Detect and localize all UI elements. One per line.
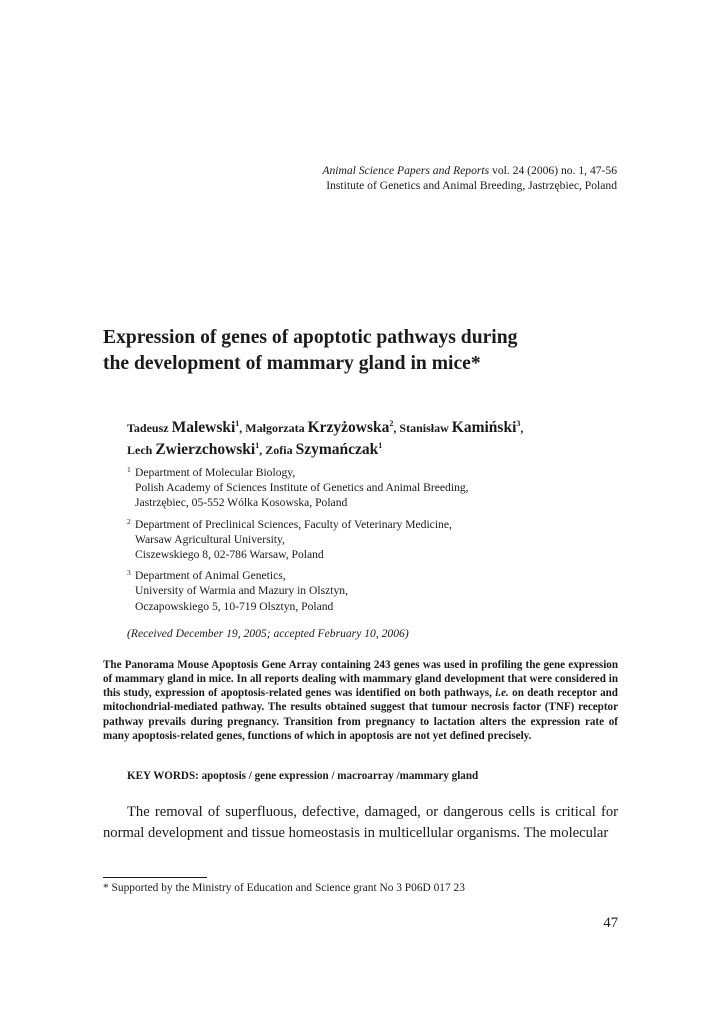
affiliation-number: 1 xyxy=(127,465,131,474)
author: Lech Zwierzchowski$^1$, xyxy=(127,441,266,458)
author: Zofia Szymańczak$^1$ xyxy=(265,441,383,458)
journal-name: Animal Science Papers and Reports xyxy=(322,164,490,177)
footnote: * Supported by the Ministry of Education and Science grant No 3 P06D 017 23 xyxy=(103,882,465,894)
author: Tadeusz Malewski$^1$, xyxy=(127,419,246,436)
page-number: 47 xyxy=(603,915,618,931)
journal-volume: vol. 24 (2006) no. 1, 47-56 xyxy=(489,164,617,177)
article-title xyxy=(103,325,623,377)
title-line-2: the development of mammary gland in mice* xyxy=(103,353,481,374)
journal-citation xyxy=(322,163,617,178)
title-line-1: Expression of genes of apoptotic pathways during xyxy=(103,327,518,348)
keywords: KEY WORDS: apoptosis / gene expression / macroarray /mammary gland xyxy=(127,770,479,782)
affiliation: 1 Department of Molecular Biology, Polish Academy of Sciences Institute of Genetics and Animal Breeding, Jastrzębiec, 05-552 Wólka Kosowska, Poland xyxy=(127,465,607,511)
author: Małgorzata Krzyżowska$^2$, xyxy=(245,419,400,436)
affiliation: 2 Department of Preclinical Sciences, Faculty of Veterinary Medicine, Warsaw Agricultural University, Ciszewskiego 8, 02-786 Warsaw, Poland xyxy=(127,517,607,563)
affiliation-number: 2 xyxy=(127,516,131,526)
abstract: The Panorama Mouse Apoptosis Gene Array containing 243 genes was used in profiling the gene expression of mammary gland in mice. In all reports dealing with mammary gland development that were considered in this study, expression of apoptosis-related genes was identified on both pathways, i.e. on death receptor and mitochondrial-mediated pathway. The results obtained suggest that tumour necrosis factor (TNF) receptor pathway prevails during pregnancy. Transition from pregnancy to lactation alters the expression rate of many apoptosis-related genes, functions of which in apoptosis are not yet defined precisely. xyxy=(103,659,618,742)
journal-institute: Institute of Genetics and Animal Breeding, Jastrzębiec, Poland xyxy=(326,179,617,192)
affiliation-number: 3 xyxy=(127,568,131,578)
received-dates: (Received December 19, 2005; accepted February 10, 2006) xyxy=(127,627,409,640)
journal-header xyxy=(322,163,617,193)
author: Stanisław Kamiński$^3$, xyxy=(399,419,524,436)
author-list xyxy=(127,417,627,461)
affiliation-list xyxy=(127,465,607,620)
body-paragraph: The removal of superfluous, defective, damaged, or dangerous cells is critical for normal development and tissue homeostasis in multicellular organisms. The molecular xyxy=(103,804,618,841)
footnote-divider xyxy=(103,877,207,878)
affiliation: 3 Department of Animal Genetics, University of Warmia and Mazury in Olsztyn, Oczapowskiego 5, 10-719 Olsztyn, Poland xyxy=(127,568,607,614)
